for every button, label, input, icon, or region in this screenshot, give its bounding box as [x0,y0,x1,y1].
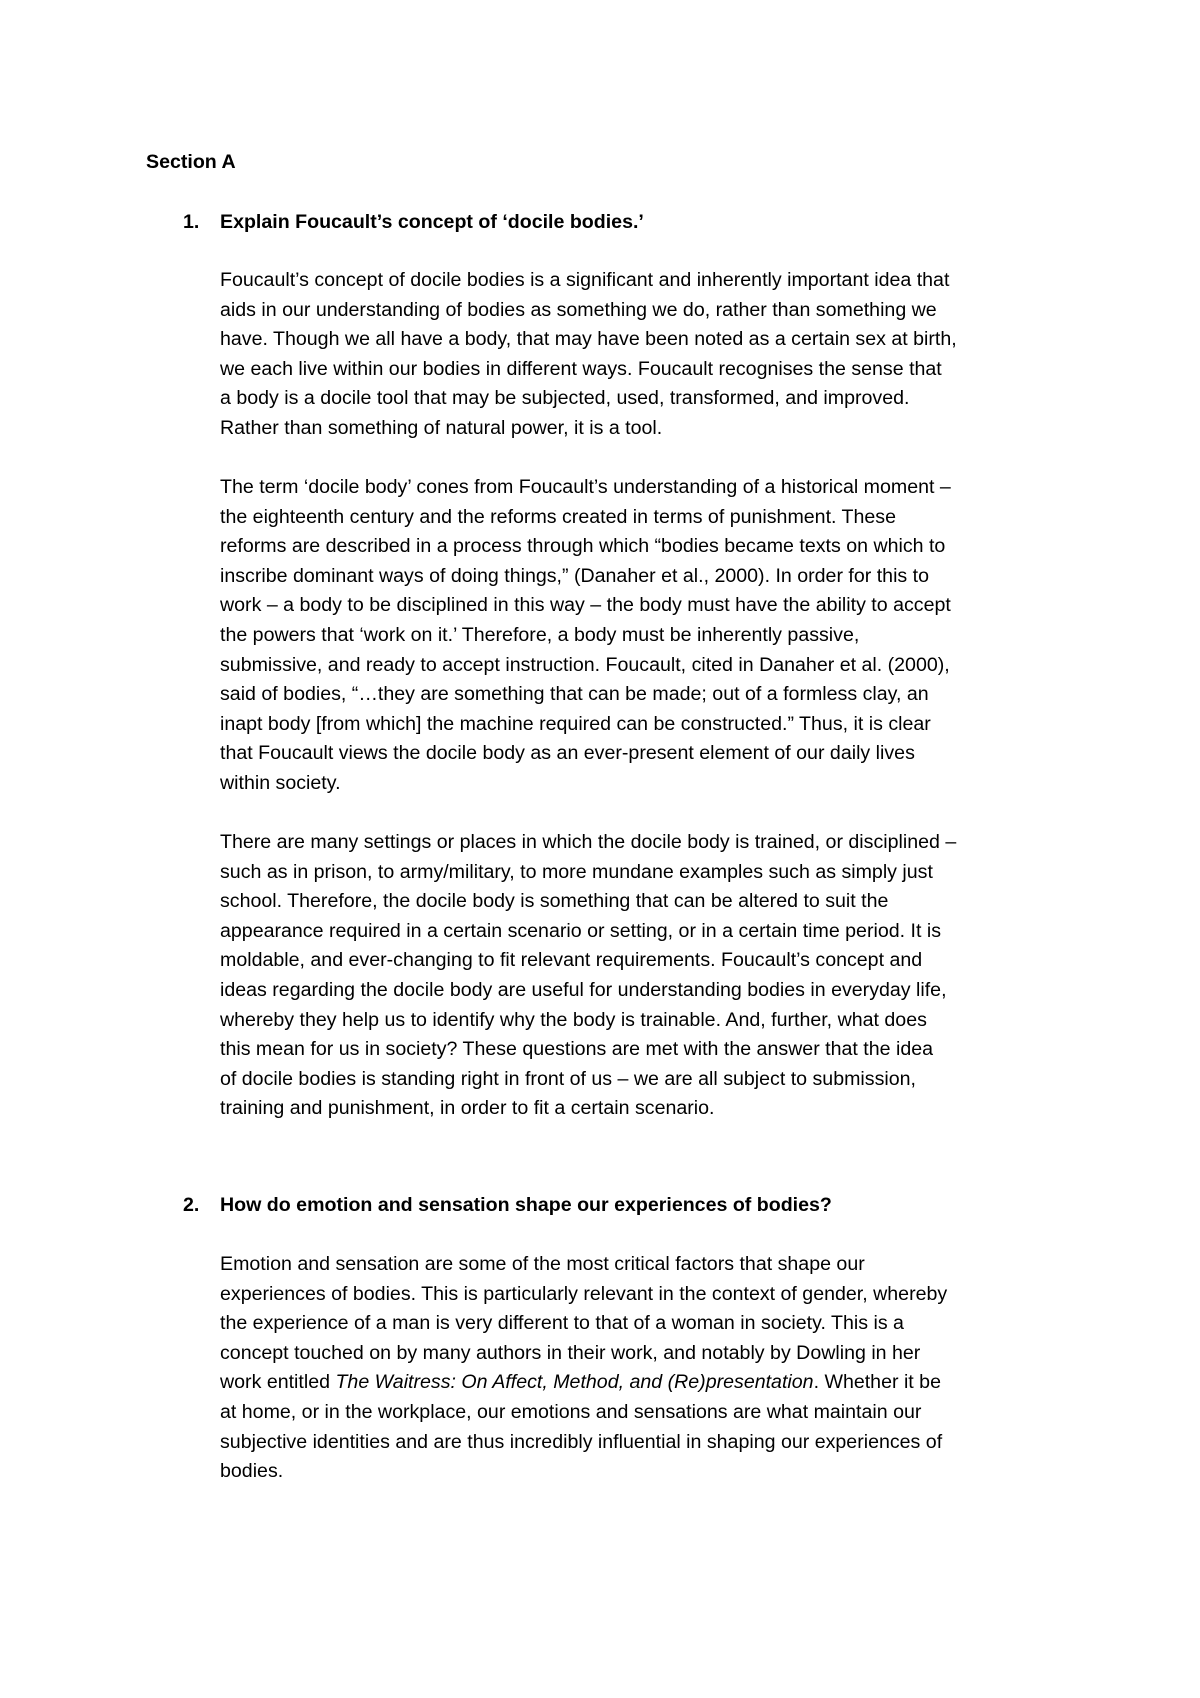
work-title-italic: The Waitress: On Affect, Method, and (Re)presentation [335,1371,814,1394]
paragraph-line: school. Therefore, the docile body is something that can be altered to suit the [220,890,889,913]
paragraph-line: within society. [220,772,341,794]
paragraph-line: subjective identities and are thus incredibly influential in shaping our experiences of [220,1430,943,1453]
line-text-after: . Whether it be [813,1371,941,1394]
question-2-number: 2. [183,1194,200,1216]
line-text-before: work entitled [220,1371,336,1394]
paragraph-line: moldable, and ever-changing to fit relevant requirements. Foucault’s concept and [220,949,923,972]
paragraph-line: this mean for us in society? These questions are met with the answer that the idea [220,1038,934,1061]
paragraph-line: inscribe dominant ways of doing things,” (Danaher et al., 2000). In order for this to [220,564,930,587]
question-1-title: Explain Foucault’s concept of ‘docile bodies.’ [220,211,644,233]
section-title: Section A [146,151,236,173]
paragraph-line: such as in prison, to army/military, to more mundane examples such as simply just [220,860,933,883]
paragraph-line-with-title [220,1368,941,1398]
question-2-title: How do emotion and sensation shape our experiences of bodies? [220,1194,832,1216]
paragraph-line: inapt body [from which] the machine required can be constructed.” Thus, it is clear [220,712,931,735]
paragraph-line: The term ‘docile body’ cones from Foucault’s understanding of a historical moment – [220,476,951,498]
paragraph-line: have. Though we all have a body, that may have been noted as a certain sex at birth, [220,328,957,351]
paragraph-line: whereby they help us to identify why the body is trainable. And, further, what does [220,1008,927,1031]
paragraph-line: of docile bodies is standing right in front of us – we are all subject to submission, [220,1067,916,1090]
paragraph-line: a body is a docile tool that may be subjected, used, transformed, and improved. [220,387,910,410]
paragraph-line: the powers that ‘work on it.’ Therefore, a body must be inherently passive, [220,624,860,646]
paragraph-line: submissive, and ready to accept instruction. Foucault, cited in Danaher et al. (2000), [220,653,950,676]
paragraph-line: concept touched on by many authors in their work, and notably by Dowling in her [220,1341,921,1364]
paragraph-line: ideas regarding the docile body are useful for understanding bodies in everyday life, [220,979,947,1001]
paragraph-line: the experience of a man is very different to that of a woman in society. This is a [220,1312,904,1335]
paragraph-line: said of bodies, “…they are something that can be made; out of a formless clay, an [220,683,929,706]
paragraph-line: Rather than something of natural power, it is a tool. [220,417,663,439]
paragraph-line: reforms are described in a process through which “bodies became texts on which to [220,535,946,558]
paragraph-line: bodies. [220,1460,284,1483]
paragraph-line: experiences of bodies. This is particularly relevant in the context of gender, whereby [220,1282,948,1305]
paragraph-line: the eighteenth century and the reforms created in terms of punishment. These [220,505,897,528]
paragraph-line: appearance required in a certain scenario or setting, or in a certain time period. It is [220,919,941,942]
paragraph-line: at home, or in the workplace, our emotions and sensations are what maintain our [220,1401,922,1423]
paragraph-line: that Foucault views the docile body as an ever-present element of our daily lives [220,742,915,765]
paragraph-line: aids in our understanding of bodies as something we do, rather than something we [220,298,937,321]
paragraph-line: There are many settings or places in which the docile body is trained, or disciplined – [220,831,957,853]
paragraph-line: Foucault’s concept of docile bodies is a significant and inherently important idea that [220,269,950,291]
paragraph-line: Emotion and sensation are some of the most critical factors that shape our [220,1253,865,1275]
paragraph-line: we each live within our bodies in different ways. Foucault recognises the sense that [220,357,942,380]
paragraph-line: training and punishment, in order to fit a certain scenario. [220,1097,715,1120]
paragraph-line: work – a body to be disciplined in this way – the body must have the ability to accept [220,594,951,617]
question-1-number: 1. [183,211,200,233]
